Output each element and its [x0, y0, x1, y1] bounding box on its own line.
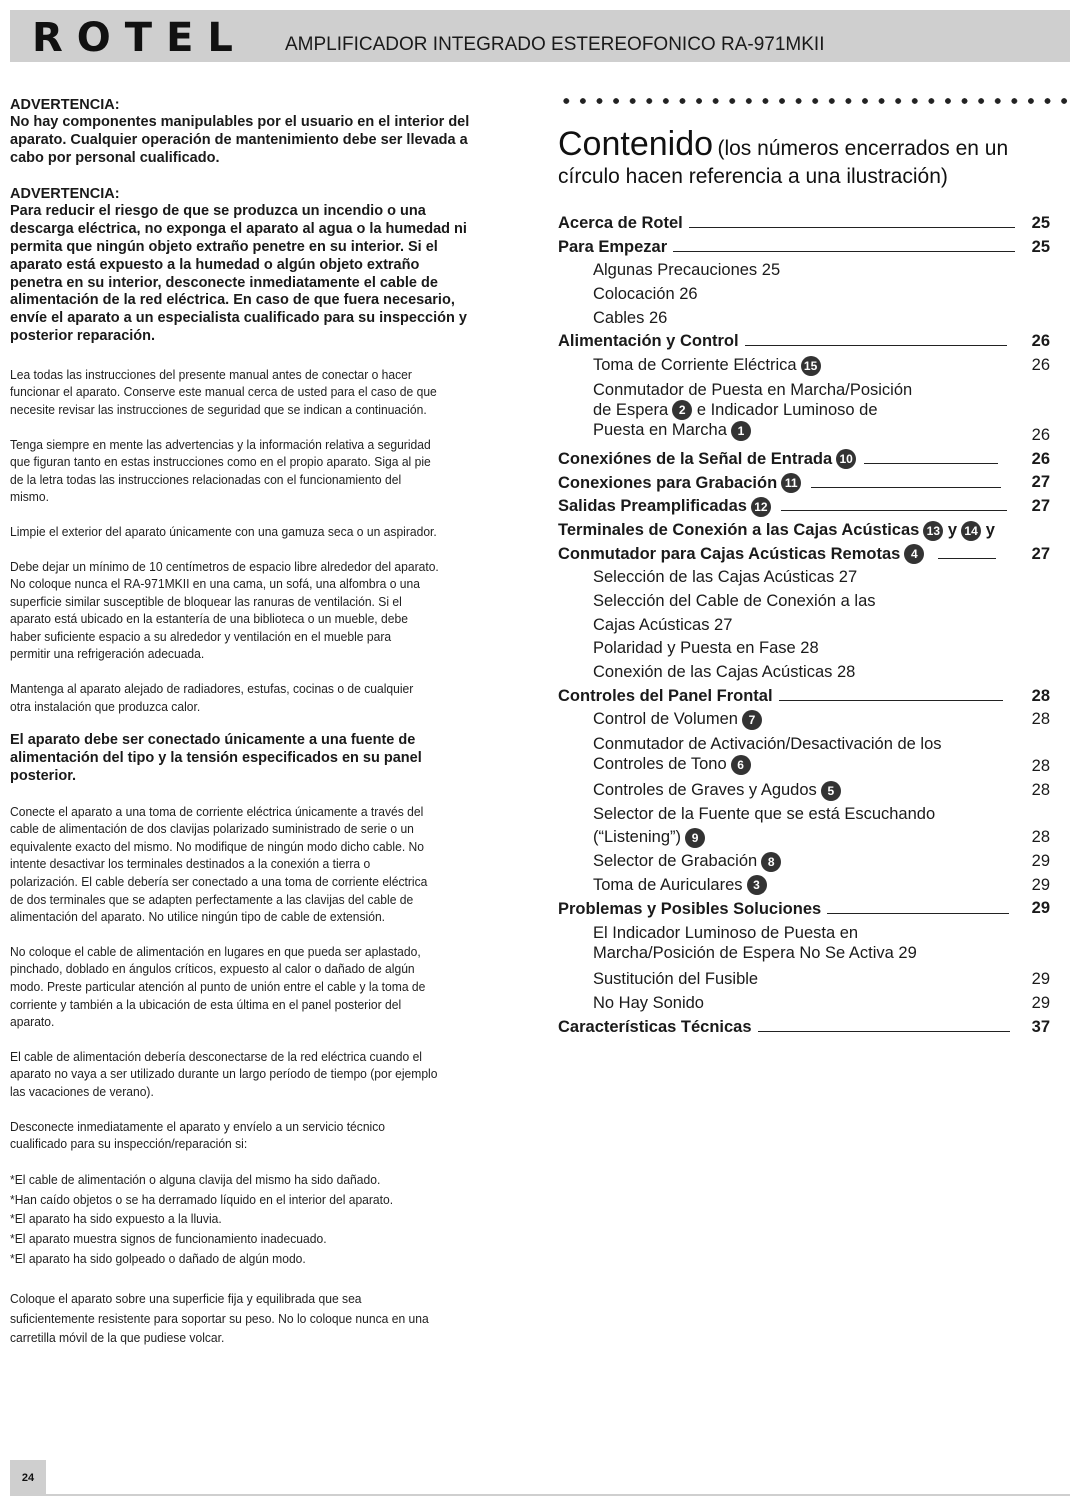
figure-number-badge: 6: [731, 755, 751, 775]
paragraph: [10, 680, 525, 715]
toc-entry-label: Algunas Precauciones 25: [593, 261, 781, 280]
warning-text-line: Para reducir el riesgo de que se produzca un incendio o una: [10, 203, 426, 220]
toc-entry-label: de Espera: [593, 400, 669, 419]
toc-page-number: 26: [1031, 332, 1050, 351]
warning-text-line: posterior reparación.: [10, 327, 156, 344]
paragraph: [10, 1048, 525, 1101]
paragraph: [10, 436, 525, 506]
paragraph-line: aparato no vaya a ser utilizado durante un largo período de tiempo (por ejemplo: [10, 1066, 438, 1082]
toc-entry[interactable]: [558, 803, 1050, 827]
toc-entry-label: Sustitución del Fusible: [593, 970, 759, 989]
toc-entry[interactable]: [558, 874, 1050, 898]
figure-number-badge: 9: [685, 828, 705, 848]
toc-entry[interactable]: [558, 779, 1050, 803]
toc-heading: [558, 124, 1068, 190]
warning-text-line: descarga eléctrica, no exponga el aparato al agua o la humedad ni: [10, 221, 467, 238]
toc-entry-label: No Hay Sonido: [593, 993, 704, 1012]
toc-entry[interactable]: [558, 708, 1050, 732]
toc-entry-label: Conmutador de Puesta en Marcha/Posición: [593, 380, 913, 399]
page-number: 24: [10, 1460, 46, 1496]
paragraph-line: No coloque el cable de alimentación en lugares en que pueda ser aplastado,: [10, 943, 421, 959]
paragraph: [10, 366, 525, 419]
toc-entry-label: Toma de Auriculares: [593, 875, 743, 894]
warning-text-line: cabo por personal cualificado.: [10, 149, 220, 166]
paragraph-line: Tenga siempre en mente las advertencias y la información relativa a seguridad: [10, 436, 431, 452]
toc-entry-label: Conexión de las Cajas Acústicas 28: [593, 663, 856, 681]
toc-page-number: 29: [1031, 970, 1050, 989]
paragraph-line: Desconecte inmediatamente el aparato y envíelo a un servicio técnico: [10, 1118, 386, 1134]
toc-entry[interactable]: [558, 992, 1050, 1016]
paragraph-line: equivalente exacto del mismo. No modifique de ningún modo dicho cable. No: [10, 838, 424, 854]
paragraph-line: funcionar el aparato. Conserve este manual cerca de usted para el caso de que: [10, 384, 437, 400]
figure-number-badge: 15: [801, 356, 821, 376]
toc-page-number: 25: [1031, 213, 1050, 232]
toc-entry-label: Selector de la Fuente que se está Escuchando: [593, 804, 936, 823]
toc-entry[interactable]: [558, 826, 1050, 850]
toc-page-number: 25: [1031, 237, 1050, 256]
figure-number-badge: 13: [923, 521, 943, 541]
toc-page-number: 27: [1031, 497, 1050, 516]
toc-subtitle: (los números encerrados en un: [717, 137, 1009, 160]
toc-entry-label: Terminales de Conexión a las Cajas Acústicas: [558, 520, 920, 539]
bullet-item: *El aparato muestra signos de funcionamiento inadecuado.: [10, 1231, 327, 1247]
product-title: AMPLIFICADOR INTEGRADO ESTEREOFONICO RA-971MKII: [285, 34, 825, 55]
paragraph-line: que figuran tanto en estas instrucciones como en el propio aparato. Siga al pie: [10, 454, 431, 470]
paragraph-line: cable de alimentación de dos clavijas polarizado suministrado de serie o un: [10, 821, 414, 837]
figure-number-badge: 1: [731, 421, 751, 441]
toc-entry[interactable]: [558, 307, 1050, 331]
toc-entry[interactable]: [558, 921, 1050, 968]
toc-entry-label: Selección del Cable de Conexión a las: [593, 591, 876, 610]
paragraph-line: El cable de alimentación debería desconectarse de la red eléctrica cuando el: [10, 1048, 422, 1064]
bold-notice: [10, 732, 525, 785]
paragraph-line: aparato está ubicado en la estantería de una biblioteca o un mueble, debe: [10, 611, 408, 627]
paragraph: [10, 1289, 525, 1348]
toc-entry-label: Conmutador para Cajas Acústicas Remotas: [558, 544, 901, 563]
toc-entry[interactable]: [558, 330, 1050, 354]
paragraph-line: carretilla móvil de la que pudiese volcar.: [10, 1330, 225, 1346]
paragraph-line: aparato.: [10, 1014, 55, 1030]
table-of-contents: [558, 212, 1050, 1039]
toc-entry[interactable]: [558, 968, 1050, 992]
toc-entry-label: Conexiones para Grabación: [558, 473, 778, 492]
paragraph-line: las vacaciones de verano).: [10, 1083, 154, 1099]
toc-entry[interactable]: [558, 732, 1050, 779]
toc-page-number: 37: [1031, 1017, 1050, 1036]
toc-page-number: 28: [1031, 686, 1050, 705]
toc-entry-label: Para Empezar: [558, 237, 668, 256]
figure-number-badge: 3: [747, 875, 767, 895]
toc-joiner: y: [985, 520, 995, 539]
toc-entry[interactable]: [558, 543, 1050, 567]
notice-line: alimentación del tipo y la tensión especificados en su panel: [10, 750, 422, 767]
toc-entry-label: Selector de Grabación: [593, 852, 758, 871]
toc-entry[interactable]: [558, 614, 1050, 638]
toc-entry-label: (“Listening”): [593, 828, 682, 847]
brand-logo: ROTEL: [32, 15, 247, 61]
paragraph-line: de la letra todas las instrucciones relacionadas con el funcionamiento del: [10, 471, 402, 487]
paragraph-line: polarización. El cable debería ser conectado a una toma de corriente eléctrica: [10, 874, 428, 890]
paragraph: [10, 1118, 525, 1153]
toc-entry[interactable]: [558, 283, 1050, 307]
toc-entry[interactable]: [558, 637, 1050, 661]
toc-page-number: 28: [1031, 781, 1050, 800]
toc-page-number: 28: [1031, 757, 1050, 776]
toc-joiner: y: [947, 520, 958, 539]
toc-entry[interactable]: [558, 566, 1050, 590]
toc-entry-label: Características Técnicas: [558, 1017, 752, 1036]
paragraph-line: modo. Preste particular atención al punto de unión entre el cable y la toma de: [10, 979, 426, 994]
toc-page-number: 27: [1031, 473, 1050, 492]
paragraph-line: pinchado, doblado en ángulos críticos, expuesto al calor o dañado de algún: [10, 961, 415, 977]
toc-page-number: 28: [1031, 828, 1050, 847]
paragraph-line: corriente y también a la ubicación de esta última en el panel posterior del: [10, 996, 402, 1012]
toc-entry-label: e Indicador Luminoso de: [696, 400, 878, 419]
toc-entry-label: Conmutador de Activación/Desactivación de los: [593, 735, 942, 754]
toc-entry-label: Polaridad y Puesta en Fase 28: [593, 639, 819, 658]
warning-text-line: envíe el aparato a un especialista cualificado para su inspección y: [10, 310, 467, 327]
figure-number-badge: 4: [904, 544, 924, 564]
figure-number-badge: 2: [672, 400, 692, 420]
paragraph-line: Mantenga al aparato alejado de radiadores, estufas, cocinas o de cualquier: [10, 681, 414, 697]
toc-entry[interactable]: [558, 685, 1050, 709]
figure-number-badge: 10: [836, 449, 856, 469]
toc-entry-label: Conexiónes de la Señal de Entrada: [558, 449, 833, 468]
toc-page-number: 29: [1031, 852, 1050, 871]
toc-entry-label: Controles de Graves y Agudos: [593, 781, 817, 800]
toc-entry[interactable]: [558, 661, 1050, 685]
notice-line: El aparato debe ser conectado únicamente a una fuente de: [10, 732, 416, 749]
toc-entry-label: Cables 26: [593, 308, 668, 327]
paragraph-line: superficie similar susceptible de bloquear las ranuras de ventilación. Si el: [10, 593, 402, 609]
safety-column: [10, 96, 525, 1348]
toc-page-number: 27: [1031, 544, 1050, 563]
bullet-item: *El aparato ha sido expuesto a la lluvia.: [10, 1211, 222, 1227]
toc-entry-label: Toma de Corriente Eléctrica: [593, 356, 797, 375]
paragraph-line: intente desactivar los terminales destinados a la conexión a tierra o: [10, 856, 371, 872]
toc-entry-label: Alimentación y Control: [558, 332, 739, 351]
paragraph-line: cualificado para su inspección/reparación si:: [10, 1136, 248, 1152]
toc-entry-label: Selección de las Cajas Acústicas 27: [593, 568, 858, 587]
toc-entry[interactable]: [558, 898, 1050, 922]
paragraph-line: No coloque nunca el RA-971MKII en una cama, un sofá, una alfombra o una: [10, 576, 420, 592]
toc-entry-label: Controles de Tono: [593, 755, 727, 774]
figure-number-badge: 11: [781, 473, 801, 493]
warning-text-line: aparato. Cualquier operación de mantenimiento debe ser llevada a: [10, 131, 468, 148]
toc-entry[interactable]: [558, 850, 1050, 874]
paragraph-line: mismo.: [10, 489, 49, 505]
paragraph-line: Lea todas las instrucciones del presente manual antes de conectar o hacer: [10, 366, 412, 382]
toc-subtitle: círculo hacen referencia a una ilustración): [558, 165, 948, 188]
figure-number-badge: 8: [761, 852, 781, 872]
bullet-item: *El aparato ha sido golpeado o dañado de algún modo.: [10, 1250, 306, 1266]
toc-entry[interactable]: [558, 1016, 1050, 1040]
toc-title: Contenido: [558, 125, 714, 163]
paragraph: [10, 523, 525, 541]
paragraph: [10, 803, 525, 926]
paragraph-line: Limpie el exterior del aparato únicamente con una gamuza seca o un aspirador.: [10, 523, 437, 539]
toc-entry[interactable]: [558, 236, 1050, 260]
toc-entry-label: Puesta en Marcha: [593, 421, 727, 440]
toc-entry[interactable]: [558, 354, 1050, 378]
dotted-divider: [558, 94, 1073, 108]
paragraph-line: suficientemente resistente para soportar su peso. No lo coloque nunca en una: [10, 1310, 429, 1326]
warning-text-line: No hay componentes manipulables por el usuario en el interior del: [10, 114, 470, 130]
bullet-item: *El cable de alimentación o alguna clavija del mismo ha sido dañado.: [10, 1171, 381, 1187]
toc-entry-label: El Indicador Luminoso de Puesta en: [593, 924, 859, 943]
paragraph-line: haber suficiente espacio a su alrededor y ventilación en el mueble para: [10, 628, 392, 644]
toc-page-number: 29: [1031, 993, 1050, 1012]
toc-entry[interactable]: [558, 448, 1050, 472]
toc-entry[interactable]: [558, 212, 1050, 236]
figure-number-badge: 12: [751, 497, 771, 517]
warning-text-line: penetra en su interior, desconecte inmediatamente el cable de: [10, 274, 438, 291]
figure-number-badge: 7: [742, 710, 762, 730]
toc-entry[interactable]: [558, 495, 1050, 519]
paragraph-line: Coloque el aparato sobre una superficie fija y equilibrada que sea: [10, 1290, 362, 1306]
figure-number-badge: 14: [961, 521, 981, 541]
toc-page-number: 29: [1031, 875, 1050, 894]
toc-page-number: 26: [1031, 426, 1050, 445]
paragraph-line: de dos terminales que se adapten perfectamente a las clavijas del cable de: [10, 891, 414, 907]
paragraph: [10, 558, 525, 664]
toc-entry-label: Marcha/Posición de Espera No Se Activa 29: [593, 944, 917, 963]
toc-entry-label: Colocación 26: [593, 285, 698, 304]
bullet-item: *Han caído objetos o se ha derramado líquido en el interior del aparato.: [10, 1191, 394, 1207]
bullet-list: [10, 1170, 525, 1269]
toc-entry-label: Control de Volumen: [593, 710, 738, 729]
toc-page-number: 29: [1031, 899, 1050, 918]
toc-entry-label: Salidas Preamplificadas: [558, 497, 747, 516]
paragraph-line: necesite revisar las instrucciones de seguridad que se indican a continuación.: [10, 401, 427, 417]
toc-entry[interactable]: [558, 519, 1050, 543]
footer-rule: [46, 1494, 1070, 1496]
figure-number-badge: 5: [821, 781, 841, 801]
toc-entry-label: Acerca de Rotel: [558, 214, 683, 232]
paragraph-line: alimentación del aparato. No utilice ningún tipo de cable de extensión.: [10, 909, 386, 925]
toc-entry[interactable]: [558, 378, 1050, 448]
toc-entry[interactable]: [558, 472, 1050, 496]
toc-entry-label: Controles del Panel Frontal: [558, 686, 773, 705]
toc-page-number: 26: [1031, 356, 1050, 375]
paragraph-line: Conecte el aparato a una toma de corriente eléctrica únicamente a través del: [10, 803, 424, 819]
paragraph: [10, 943, 525, 1031]
warning-text-line: alimentación de la red eléctrica. En caso de que fuera necesario,: [10, 292, 455, 309]
header-bar: [10, 10, 1070, 62]
toc-page-number: 26: [1031, 449, 1050, 468]
toc-entry-label: Problemas y Posibles Soluciones: [558, 899, 822, 918]
toc-page-number: 28: [1031, 710, 1050, 729]
notice-line: posterior.: [10, 767, 77, 784]
paragraph-line: otra instalación que produzca calor.: [10, 698, 201, 714]
warning-heading: ADVERTENCIA:: [10, 186, 120, 203]
warning-text-line: aparato está expuesto a la humedad o algún objeto extraño: [10, 256, 420, 273]
toc-entry[interactable]: [558, 259, 1050, 283]
paragraph-line: permitir una refrigeración adecuada.: [10, 646, 205, 662]
toc-entry[interactable]: [558, 590, 1050, 614]
toc-entry-label: Cajas Acústicas 27: [593, 615, 733, 634]
warning-text-line: permita que ningún objeto extraño penetre en su interior. Si el: [10, 238, 438, 255]
paragraph-line: Debe dejar un mínimo de 10 centímetros de espacio libre alrededor del aparato.: [10, 558, 439, 574]
warning-heading: ADVERTENCIA:: [10, 97, 120, 113]
